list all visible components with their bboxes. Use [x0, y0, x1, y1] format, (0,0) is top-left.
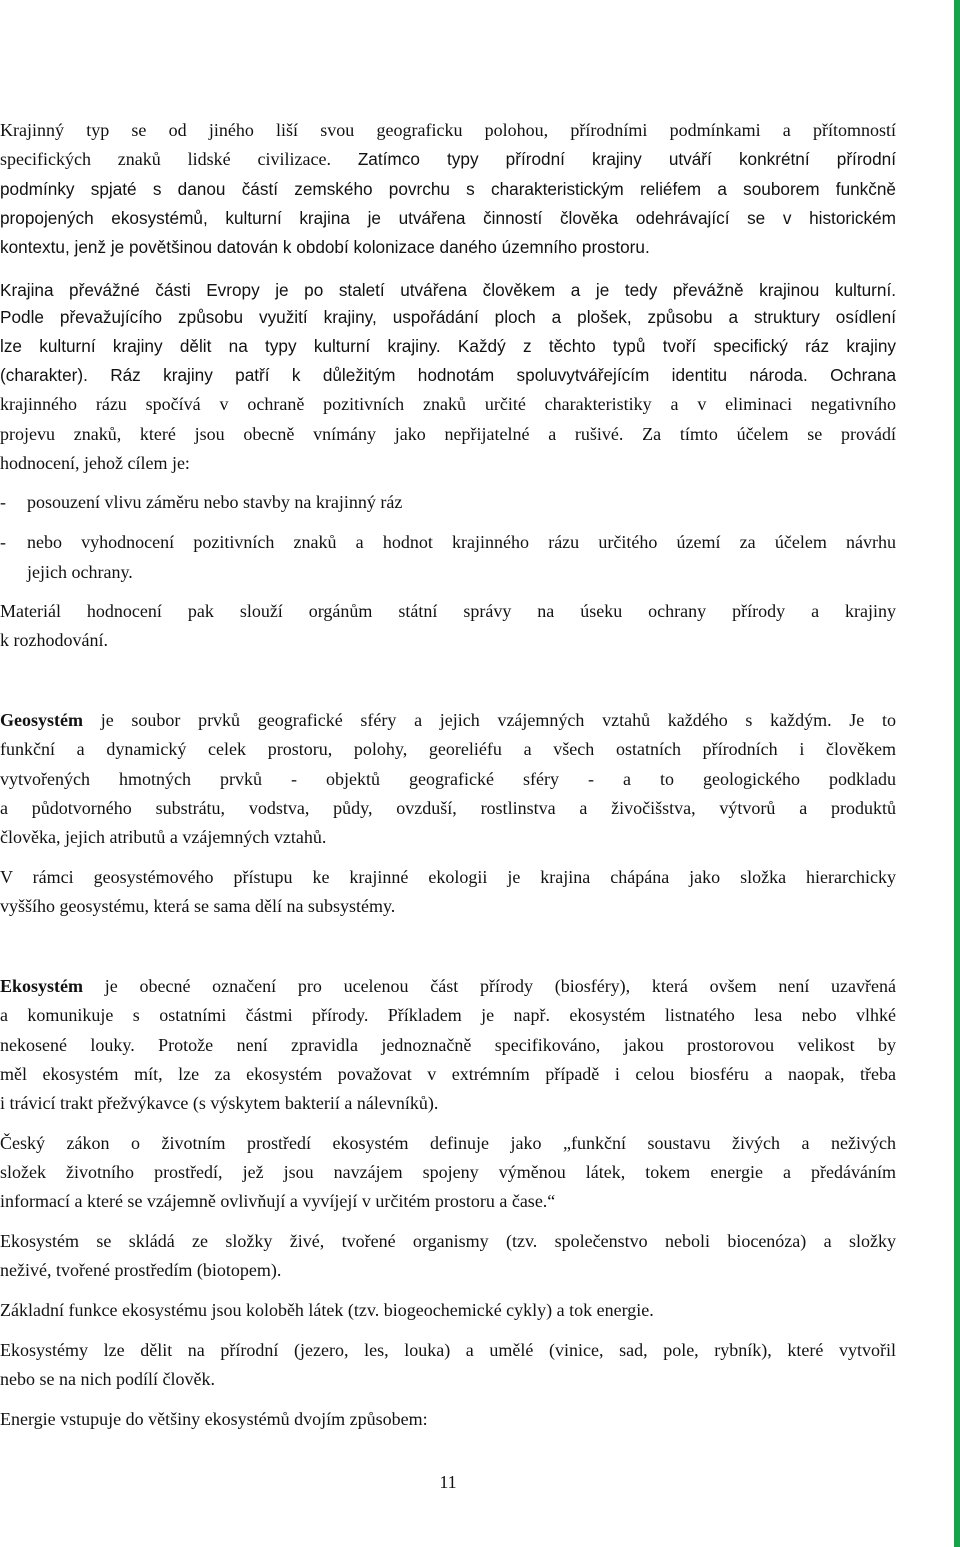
p1-line-5: kontextu, jenž je povětšinou datován k období kolonizace daného územního prostoru. [0, 237, 650, 257]
geo2-line-1: V rámci geosystémového přístupu ke krajinné ekologii je krajina chápána jako složka hierarchicky [0, 867, 896, 887]
geo-line-3: vytvořených hmotných prvků - objektů geografické sféry - a to geologického podkladu [0, 769, 896, 789]
energy-line-1: Energie vstupuje do většiny ekosystémů dvojím způsobem: [0, 1409, 428, 1429]
p2-line-6: projevu znaků, které jsou obecně vnímány jako nepřijatelné a rušivé. Za tímto účelem se provádí [0, 424, 896, 444]
func-line-1: Základní funkce ekosystému jsou koloběh látek (tzv. biogeochemické cykly) a tok energie. [0, 1300, 654, 1320]
p1-line-2a: specifických znaků lidské civilizace. [0, 149, 331, 169]
geo-line-1-text: je soubor prvků geografické sféry a jejich vzájemných vztahů každého s každým. Je to [100, 710, 896, 730]
geo-line-4: a půdotvorného substrátu, vodstva, půdy, ovzduší, rostlinstva a živočišstva, výtvorů a produktů [0, 798, 896, 818]
law-line-2: složek životního prostředí, jež jsou navzájem spojeny výměnou látek, tokem energie a předáváním [0, 1162, 896, 1182]
p1-line-4: propojených ekosystémů, kulturní krajina je utvářena činností člověka odehrávající se v historickém [0, 208, 896, 228]
eko-line-3: nekosené louky. Protože není zpravidla jednoznačně specifikováno, jakou prostorovou velikost by [0, 1035, 896, 1055]
term-geosystem: Geosystém [0, 710, 83, 730]
p2-line-2: Podle převažujícího způsobu využití krajiny, uspořádání ploch a plošek, způsobu a struktury osídlení [0, 307, 896, 327]
p2-line-7: hodnocení, jehož cílem je: [0, 453, 190, 473]
law-line-3: informací a které se vzájemně ovlivňují a vyvíjejí v určitém prostoru a čase.“ [0, 1191, 556, 1211]
eko-line-4: měl ekosystém mít, lze za ekosystém považovat v extrémním případě i celou biosféru a naopak, třeba [0, 1064, 896, 1084]
dash-marker: - [0, 532, 6, 552]
p1-line-2b: Zatímco typy přírodní krajiny utváří konkrétní přírodní [357, 149, 896, 169]
list-item-text: jejich ochrany. [27, 562, 133, 582]
geo2-line-2: vyššího geosystému, která se sama dělí na subsystémy. [0, 896, 396, 916]
eko-line-5: i trávicí trakt přežvýkavce (s výskytem bakterií a nálevníků). [0, 1093, 439, 1113]
eko-line-2: a komunikuje s ostatními částmi přírody. Příkladem je např. ekosystém listnatého lesa nebo vlhké [0, 1005, 896, 1025]
p3-line-2: k rozhodování. [0, 630, 108, 650]
p2-line-5: krajinného rázu spočívá v ochraně pozitivních znaků určité charakteristiky a v eliminaci negativního [0, 394, 896, 414]
p2-line-1: Krajina převážné části Evropy je po staletí utvářena člověkem a je tedy převážně krajinou kulturní. [0, 280, 896, 300]
p1-line-1: Krajinný typ se od jiného liší svou geograficku polohou, přírodními podmínkami a přítomností [0, 120, 896, 140]
eko-line-1-text: je obecné označení pro ucelenou část přírody (biosféry), která ovšem není uzavřená [104, 976, 897, 996]
geo-line-1 [0, 706, 896, 736]
p1-line-3: podmínky spjaté s danou částí zemského povrchu s charakteristickým reliéfem a souborem funkčně [0, 179, 896, 199]
eko-line-1 [0, 972, 896, 1002]
dash-marker: - [0, 492, 6, 512]
list-item-text: nebo vyhodnocení pozitivních znaků a hodnot krajinného rázu určitého území za účelem návrhu [27, 532, 896, 552]
div-line-1: Ekosystémy lze dělit na přírodní (jezero, les, louka) a umělé (vinice, sad, pole, rybník), které vytvořil [0, 1340, 896, 1360]
page-number: 11 [439, 1472, 457, 1492]
p2-line-4: (charakter). Ráz krajiny patří k důležitým hodnotám spoluvytvářejícím identitu národa. Ochrana [0, 365, 896, 385]
comp-line-2: neživé, tvořené prostředím (biotopem). [0, 1260, 282, 1280]
geo-line-2: funkční a dynamický celek prostoru, polohy, georeliéfu a všech ostatních přírodních i člověkem [0, 739, 896, 759]
list-item-text: posouzení vlivu záměru nebo stavby na krajinný ráz [27, 492, 403, 512]
law-line-1: Český zákon o životním prostředí ekosystém definuje jako „funkční soustavu živých a neživých [0, 1133, 896, 1153]
comp-line-1: Ekosystém se skládá ze složky živé, tvořené organismy (tzv. společenstvo neboli biocenóza) a složky [0, 1231, 896, 1251]
p3-line-1: Materiál hodnocení pak slouží orgánům státní správy na úseku ochrany přírody a krajiny [0, 601, 896, 621]
p1-line-2 [0, 145, 896, 175]
term-ekosystem: Ekosystém [0, 976, 84, 996]
div-line-2: nebo se na nich podílí člověk. [0, 1369, 215, 1389]
geo-line-5: člověka, jejich atributů a vzájemných vztahů. [0, 827, 327, 847]
p2-line-3: lze kulturní krajiny dělit na typy kulturní krajiny. Každý z těchto typů tvoří specifický ráz krajiny [0, 336, 896, 356]
